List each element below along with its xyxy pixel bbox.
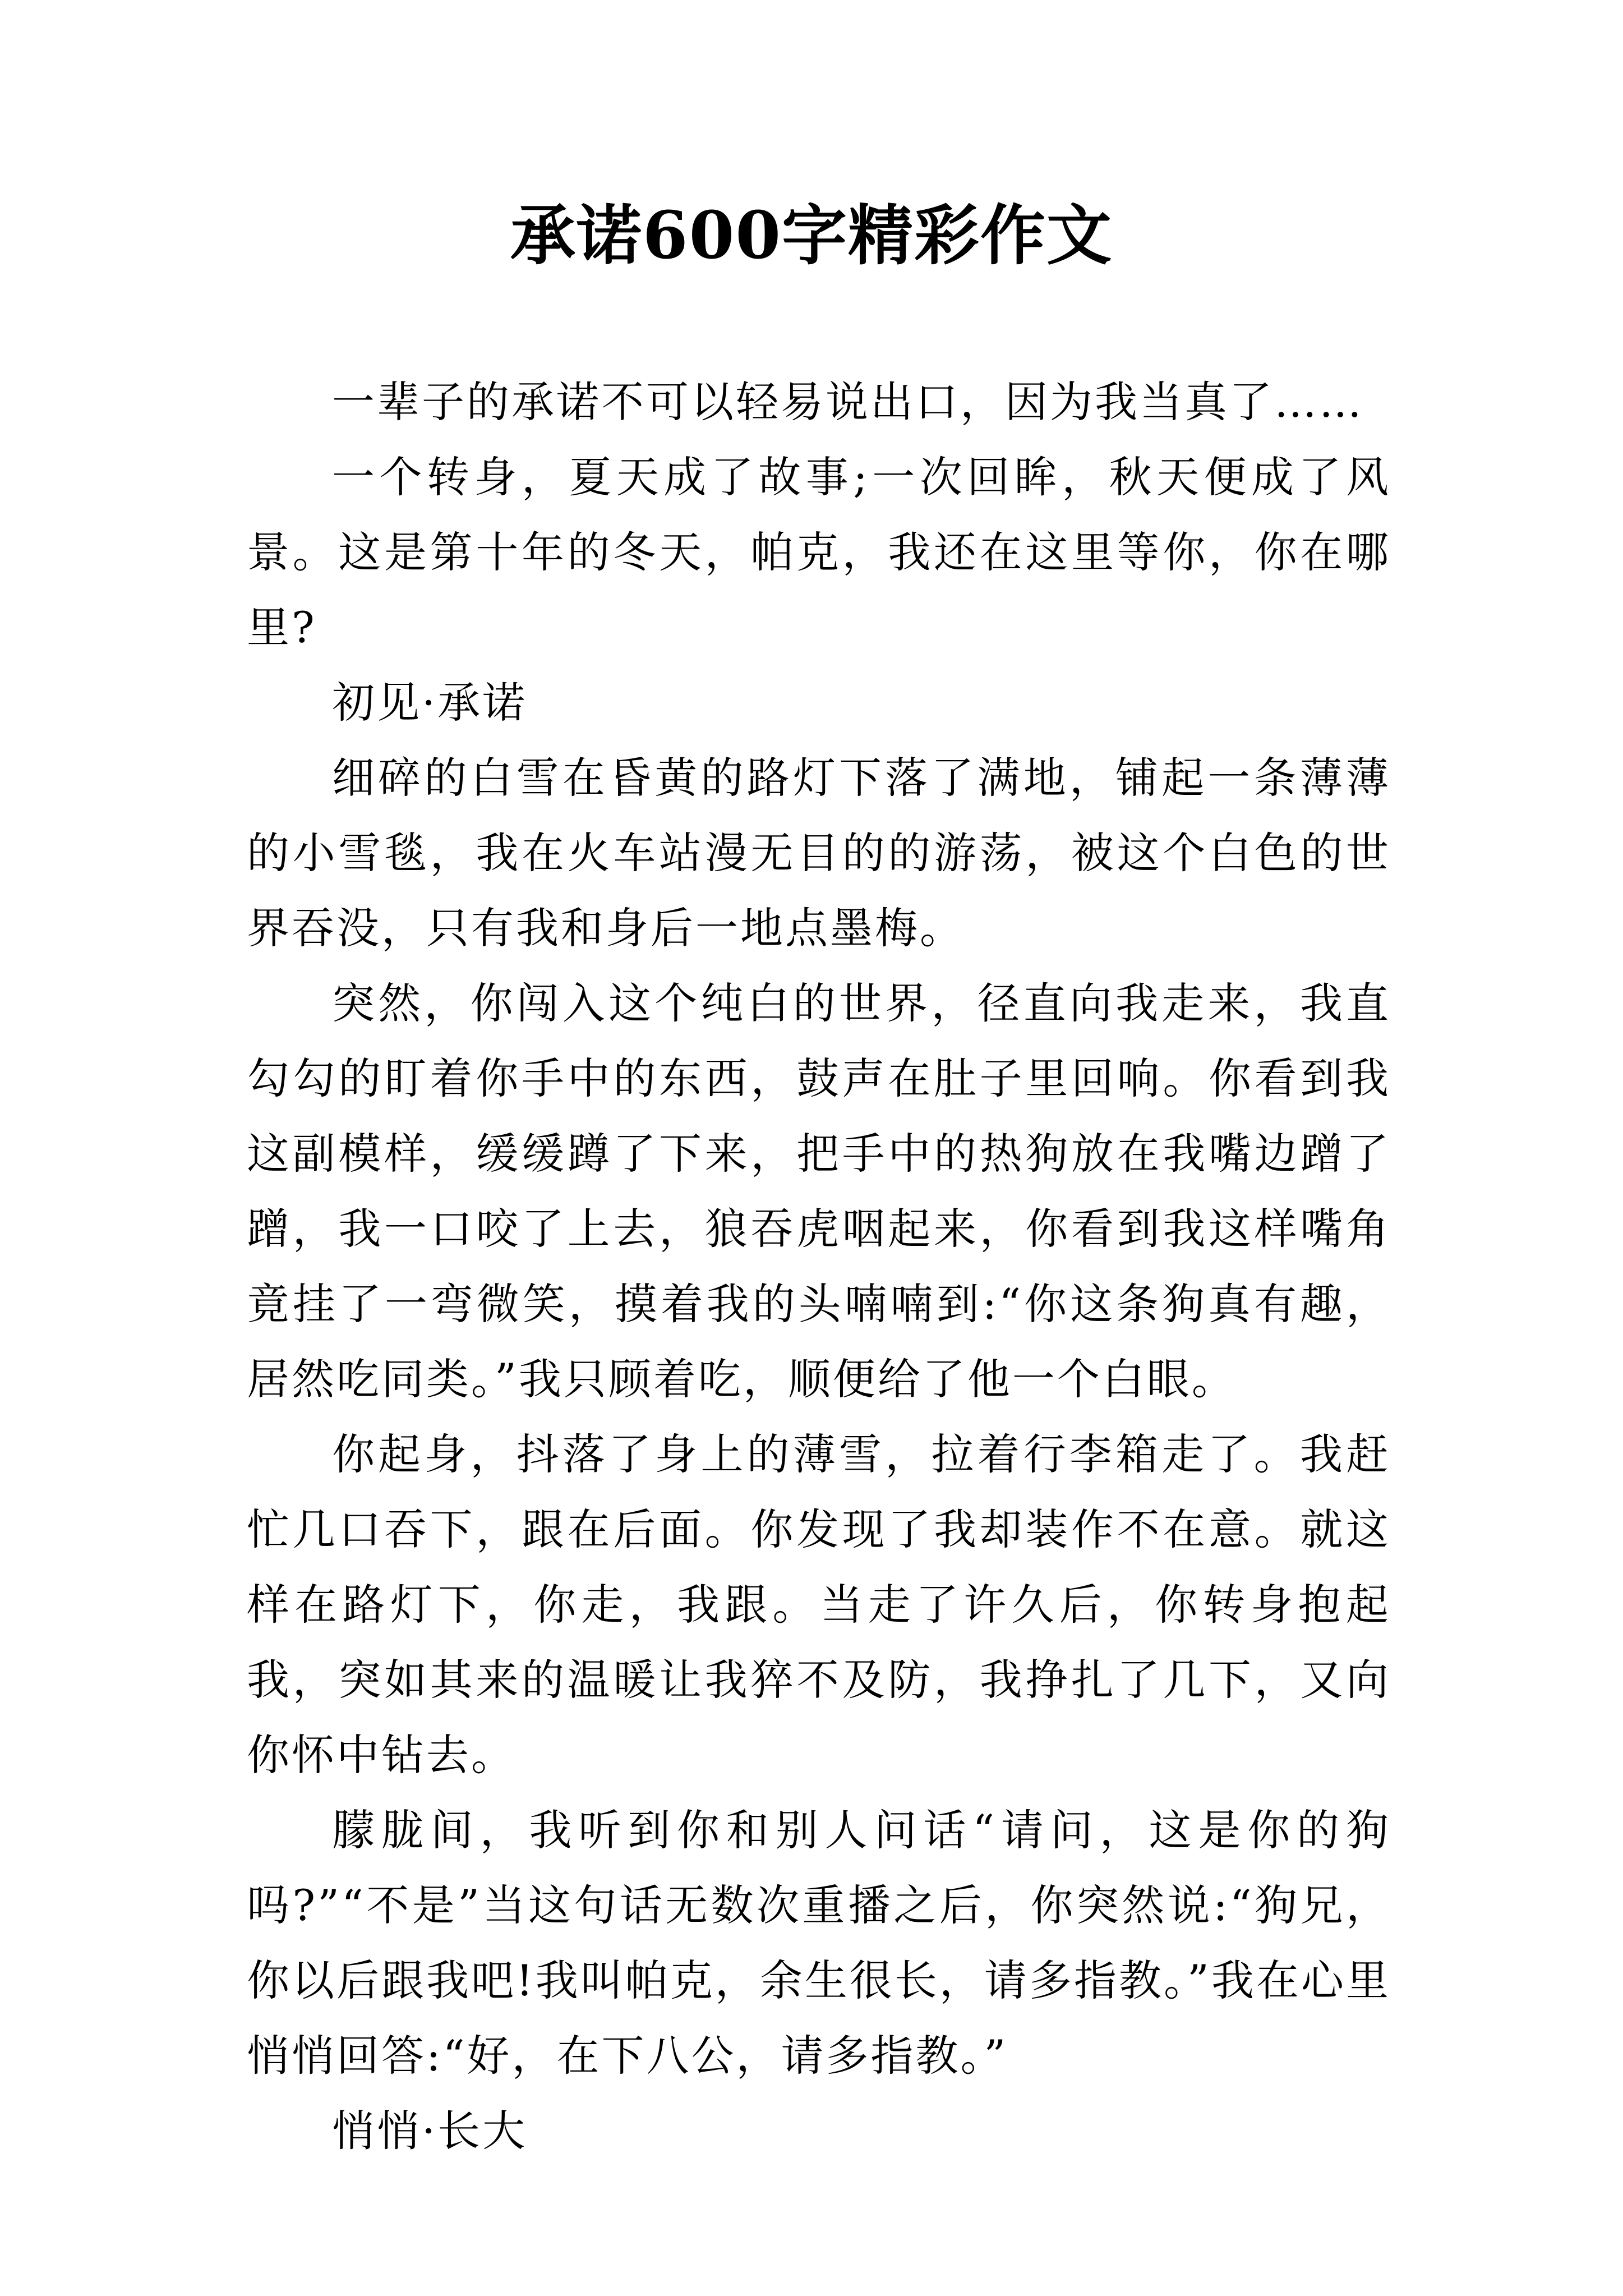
document-body <box>247 365 1391 2169</box>
paragraph-6: 朦胧间，我听到你和别人问话“请问，这是你的狗吗?”“不是”当这句话无数次重播之后，你突然说:“狗兄，你以后跟我吧!我叫帕克，余生很长，请多指教。”我在心里悄悄回答:“好，在下八公，请多指教。” <box>247 1805 1391 2081</box>
paragraph-2: 一个转身，夏天成了故事;一次回眸，秋天便成了风景。这是第十年的冬天，帕克，我还在这里等你，你在哪里? <box>247 452 1391 652</box>
paragraph-3: 细碎的白雪在昏黄的路灯下落了满地，铺起一条薄薄的小雪毯，我在火车站漫无目的的游荡，被这个白色的世界吞没，只有我和身后一地点墨梅。 <box>247 753 1391 953</box>
document-title: 承诺600字精彩作文 <box>510 197 1113 274</box>
section-heading-growing-up: 悄悄·长大 <box>332 2106 528 2156</box>
paragraph-1: 一辈子的承诺不可以轻易说出口，因为我当真了…… <box>332 377 1364 427</box>
paragraph-4: 突然，你闯入这个纯白的世界，径直向我走来，我直勾勾的盯着你手中的东西，鼓声在肚子里回响。你看到我这副模样，缓缓蹲了下来，把手中的热狗放在我嘴边蹭了蹭，我一口咬了上去，狼吞虎咽起来，你看到我这样嘴角竟挂了一弯微笑，摸着我的头喃喃到:“你这条狗真有趣，居然吃同类。”我只顾着吃，顺便给了他一个白眼。 <box>247 978 1391 1404</box>
paragraph-5: 你起身，抖落了身上的薄雪，拉着行李箱走了。我赶忙几口吞下，跟在后面。你发现了我却装作不在意。就这样在路灯下，你走，我跟。当走了许久后，你转身抱起我，突如其来的温暖让我猝不及防，我挣扎了几下，又向你怀中钻去。 <box>247 1429 1391 1780</box>
section-heading-first-meeting: 初见·承诺 <box>332 678 528 728</box>
